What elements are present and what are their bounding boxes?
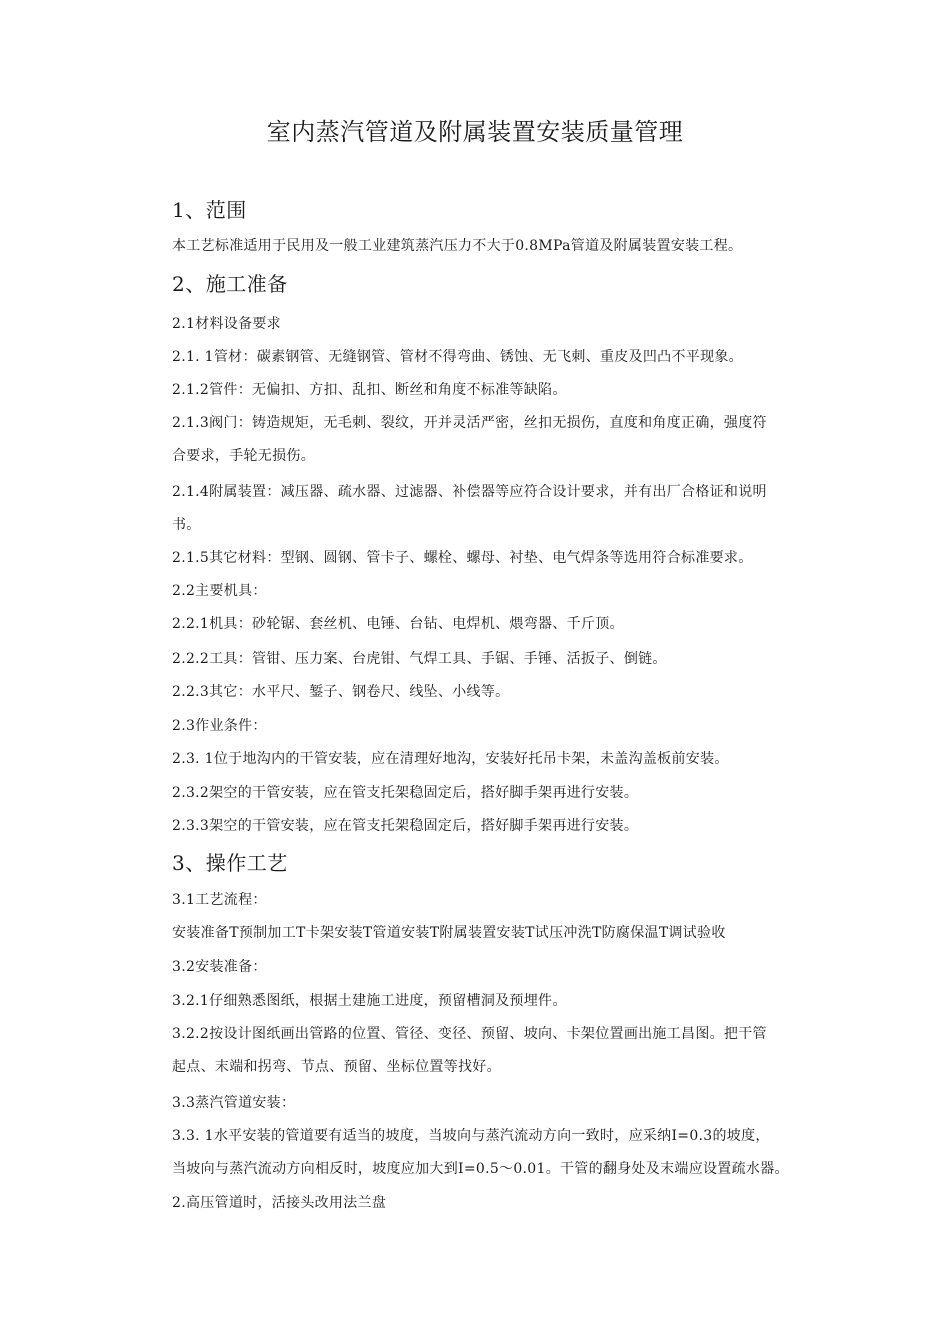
paragraph-2-1-4-line1: 2.1.4附属装置：减压器、疏水器、过滤器、补偿器等应符合设计要求，并有出厂合格证和说明	[172, 484, 767, 500]
section-heading-preparation: 2、施工准备	[172, 272, 288, 296]
paragraph-2-2-1: 2.2.1机具：砂轮锯、套丝机、电锤、台钻、电焊机、煨弯器、千斤顶。	[172, 616, 624, 632]
paragraph-2-1-2: 2.1.2管件：无偏扣、方扣、乱扣、断丝和角度不标准等缺陷。	[172, 382, 567, 398]
paragraph-process-flow: 安装准备T预制加工T卡架安装T管道安装T附属装置安装T试压冲洗T防腐保温T调试验收	[172, 925, 726, 941]
paragraph-3-2-2-line2: 起点、末端和拐弯、节点、预留、坐标位置等找好。	[172, 1059, 501, 1075]
paragraph-3-3-1-line1: 3.3. 1水平安装的管道要有适当的坡度，当坡向与蒸汽流动方向一致时，应采纳I=0.3的坡度，	[172, 1128, 770, 1144]
paragraph-2-2-2: 2.2.2工具：管钳、压力案、台虎钳、气焊工具、手锯、手锤、活扳子、倒链。	[172, 651, 667, 667]
paragraph-2-1-3-line1: 2.1.3阀门：铸造规矩，无毛刺、裂纹，开并灵活严密，丝扣无损伤，直度和角度正确，强度符	[172, 415, 767, 431]
paragraph-2-3-2: 2.3.2架空的干管安装，应在管支托架稳固定后，搭好脚手架再进行安装。	[172, 785, 639, 801]
paragraph-2-1-4-line2: 书。	[172, 517, 201, 533]
paragraph-2-2-3: 2.2.3其它：水平尺、錾子、钢卷尺、线坠、小线等。	[172, 684, 510, 700]
paragraph-3-2-2-line1: 3.2.2按设计图纸画出管路的位置、管径、变径、预留、坡向、卡架位置画出施工昌图。把干管	[172, 1026, 767, 1042]
paragraph-2-1-5: 2.1.5其它材料：型钢、圆钢、管卡子、螺栓、螺母、衬垫、电气焊条等选用符合标准要求。	[172, 550, 753, 566]
paragraph-2-1-1: 2.1. 1管材：碳素钢管、无缝钢管、管材不得弯曲、锈蚀、无飞刺、重皮及凹凸不平现象。	[172, 349, 743, 365]
paragraph-3-3: 3.3蒸汽管道安装：	[172, 1095, 296, 1111]
paragraph-2-3: 2.3作业条件：	[172, 718, 267, 734]
paragraph-high-pressure: 2.高压管道时，活接头改用法兰盘	[172, 1195, 387, 1211]
paragraph-2-3-3: 2.3.3架空的干管安装，应在管支托架稳固定后，搭好脚手架再进行安装。	[172, 818, 639, 834]
section-heading-scope: 1、范围	[172, 198, 247, 222]
paragraph-3-2-1: 3.2.1仔细熟悉图纸，根据土建施工进度，预留槽洞及预埋件。	[172, 993, 567, 1009]
paragraph-3-1: 3.1工艺流程：	[172, 892, 267, 908]
paragraph-2-3-1: 2.3. 1位于地沟内的干管安装，应在清理好地沟，安装好托吊卡架，未盖沟盖板前安装。	[172, 751, 729, 767]
document-title: 室内蒸汽管道及附属装置安装质量管理	[266, 118, 684, 146]
paragraph-scope: 本工艺标准适用于民用及一般工业建筑蒸汽压力不大于0.8MPa管道及附属装置安装工程。	[172, 238, 743, 254]
paragraph-2-2: 2.2主要机具：	[172, 583, 267, 599]
paragraph-2-1: 2.1材料设备要求	[172, 316, 281, 332]
section-heading-process: 3、操作工艺	[172, 851, 288, 875]
paragraph-3-3-1-line2: 当坡向与蒸汽流动方向相反时，坡度应加大到I=0.5〜0.01。干管的翻身处及末端应设置疏水器。	[172, 1161, 789, 1177]
paragraph-2-1-3-line2: 合要求，手轮无损伤。	[172, 448, 315, 464]
paragraph-3-2: 3.2安装准备：	[172, 959, 267, 975]
